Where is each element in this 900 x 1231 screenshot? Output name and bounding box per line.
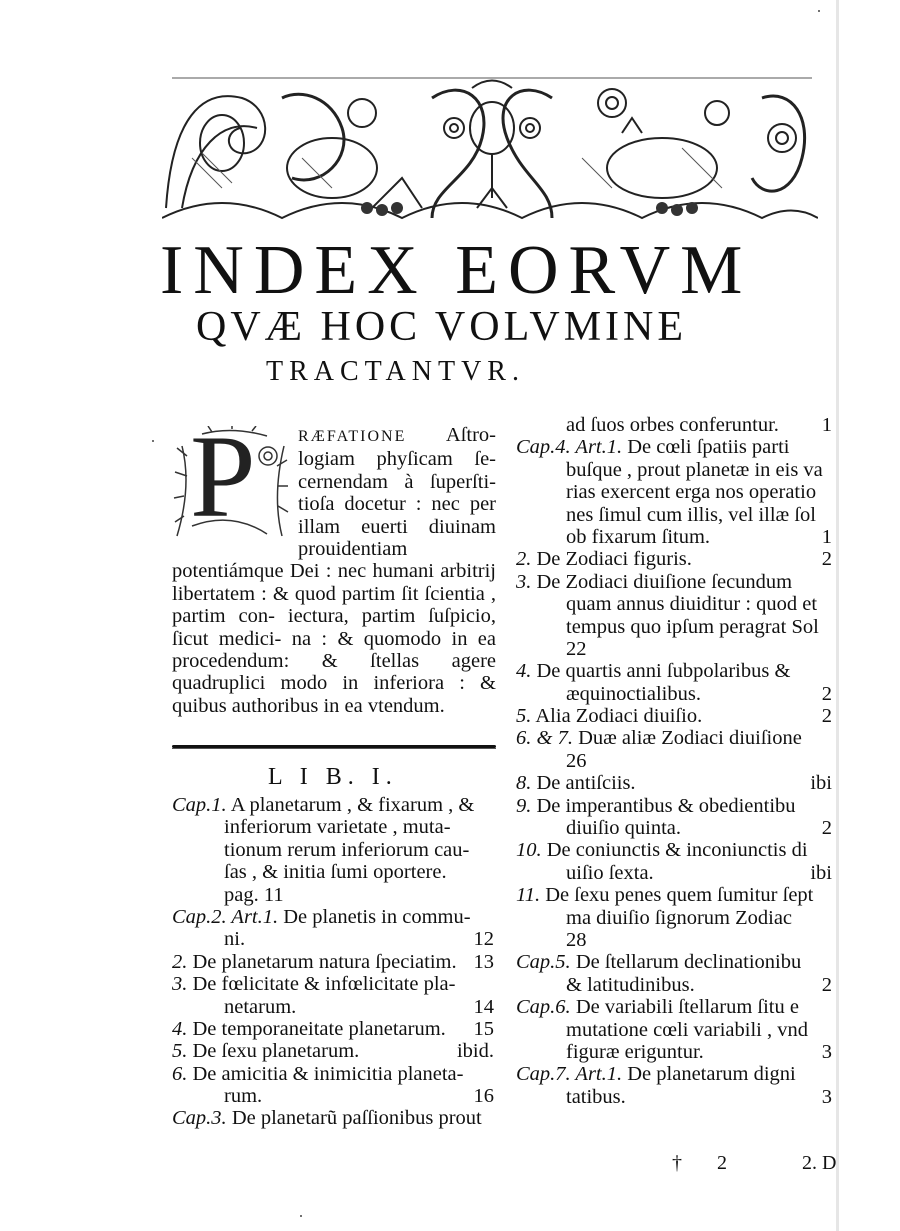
- signature-number: 2: [717, 1152, 727, 1174]
- entry-text: De ſtellarum declinationibu: [575, 951, 802, 974]
- entry-text: tatibus.: [566, 1085, 626, 1108]
- right-index-entries: [516, 414, 836, 1108]
- catchword: 2. D: [802, 1152, 837, 1174]
- entry-text: De planetarum natura ſpeciatim.: [192, 950, 457, 973]
- entry-text: ob fixarum ſitum.: [566, 525, 711, 548]
- index-entry: [172, 1040, 502, 1062]
- entry-text: & latitudinibus.: [566, 973, 695, 996]
- index-entry: [516, 660, 836, 705]
- page-number: 1: [821, 525, 832, 548]
- index-entry: [516, 548, 836, 570]
- entry-label: Cap.4. Art.1.: [516, 436, 623, 459]
- entry-text: Alia Zodiaci diuiſio.: [535, 705, 703, 728]
- page-number: ibi: [810, 772, 832, 795]
- entry-text: A planetarum , & fixarum , &: [230, 794, 475, 816]
- entry-text: De antiſciis.: [536, 772, 636, 795]
- entry-text: nes ſimul cum illis, vel illæ ſol: [566, 503, 816, 526]
- entry-text: De ſexu planetarum.: [192, 1040, 360, 1063]
- index-entry: [516, 1063, 836, 1108]
- entry-label: 4.: [172, 1017, 188, 1040]
- entry-text: De amicitia & inimicitia planeta-: [192, 1062, 464, 1085]
- entry-text: De planetarum digni: [627, 1063, 796, 1086]
- index-entry: [516, 996, 836, 1063]
- page-number: 2: [821, 973, 832, 996]
- index-entry: [516, 951, 836, 996]
- entry-label: 2.: [172, 950, 188, 973]
- entry-text: 26: [566, 749, 587, 772]
- page-number: 1: [821, 414, 832, 436]
- entry-text: De quartis anni ſubpolaribus &: [536, 660, 791, 683]
- entry-label: Cap.3.: [172, 1107, 227, 1130]
- preface-smallcaps: RÆFATIONE: [298, 428, 407, 445]
- index-entry: [516, 727, 836, 772]
- left-index-entries: [172, 794, 502, 1130]
- entry-label: Cap.2. Art.1.: [172, 905, 279, 928]
- index-subtitle-2: TRACTANTVR.: [266, 356, 525, 387]
- index-entry: [516, 772, 836, 794]
- page-number: 13: [473, 950, 494, 973]
- ink-speck: [152, 440, 154, 442]
- index-entry: [516, 571, 836, 661]
- entry-label: 10.: [516, 839, 542, 862]
- index-entry: [516, 884, 836, 951]
- entry-label: 3.: [172, 973, 188, 996]
- entry-label: Cap.5.: [516, 951, 571, 974]
- entry-text: ſas , & initia ſumi oportere.: [224, 861, 447, 884]
- preface-block: [172, 411, 496, 717]
- page-number: 2: [821, 682, 832, 705]
- ink-speck: [300, 1215, 302, 1217]
- entry-text: Duæ aliæ Zodiaci diuiſione: [578, 727, 802, 750]
- signature-mark: †: [672, 1152, 682, 1174]
- index-entry: [516, 795, 836, 840]
- entry-text: diuiſio quinta.: [566, 817, 682, 840]
- entry-text: De temporaneitate planetarum.: [192, 1017, 446, 1040]
- entry-text: De fœlicitate & infœlicitate pla-: [192, 973, 456, 996]
- initial-letter: P: [190, 411, 256, 542]
- index-entry: [172, 1107, 502, 1129]
- entry-text: De coniunctis & inconiunctis di: [546, 839, 808, 862]
- entry-text: De planetis in commu-: [283, 905, 471, 928]
- index-entry: [516, 839, 836, 884]
- index-entry: [172, 951, 502, 973]
- entry-text: De cœli ſpatiis parti: [627, 436, 790, 459]
- page-number: 3: [821, 1040, 832, 1063]
- index-subtitle: QVÆ HOC VOLVMINE: [196, 304, 688, 350]
- page-number: 12: [473, 928, 494, 951]
- entry-text: netarum.: [224, 995, 297, 1018]
- entry-text: 28: [566, 928, 587, 951]
- entry-text: De planetarũ paſſionibus prout: [231, 1107, 482, 1130]
- entry-text: æquinoctialibus.: [566, 682, 701, 705]
- entry-text: rum.: [224, 1085, 263, 1108]
- ink-speck: [818, 10, 820, 12]
- page-number: 15: [473, 1017, 494, 1040]
- page-number: 14: [473, 995, 494, 1018]
- page-number: 2: [821, 817, 832, 840]
- index-entry: [516, 414, 836, 436]
- entry-label: 4.: [516, 660, 532, 683]
- index-entry: [172, 794, 502, 906]
- entry-label: 6.: [172, 1062, 188, 1085]
- entry-text: De ſexu penes quem ſumitur ſept: [545, 884, 814, 907]
- entry-text: tempus quo ipſum peragrat Sol: [566, 615, 819, 638]
- entry-label: 2.: [516, 548, 532, 571]
- entry-text: figuræ eriguntur.: [566, 1040, 704, 1063]
- entry-text: tionum rerum inferiorum cau-: [224, 838, 470, 861]
- index-entry: [516, 705, 836, 727]
- index-entry: [172, 1063, 502, 1108]
- headpiece-ornament-icon: [162, 58, 818, 224]
- entry-text: ad ſuos orbes conferuntur.: [566, 414, 779, 436]
- index-entry: [516, 436, 836, 548]
- entry-text: uiſio ſexta.: [566, 861, 654, 884]
- entry-label: 5.: [172, 1040, 188, 1063]
- page-number: 3: [821, 1085, 832, 1108]
- entry-text: quam annus diuiditur : quod et: [566, 593, 818, 616]
- entry-label: 3.: [516, 570, 532, 593]
- entry-label: 8.: [516, 772, 532, 795]
- index-title: INDEX EORVM: [160, 232, 753, 309]
- entry-text: De variabili ſtellarum ſitu e: [575, 996, 799, 1019]
- index-entry: [172, 973, 502, 1018]
- page-footer: [672, 1152, 836, 1175]
- index-entry: [172, 1018, 502, 1040]
- entry-label: 11.: [516, 884, 541, 907]
- entry-label: Cap.1.: [172, 794, 227, 816]
- entry-text: mutatione cœli variabili , vnd: [566, 1018, 808, 1041]
- page-edge: [836, 0, 839, 1231]
- entry-text: 22: [566, 637, 587, 660]
- woodcut-headpiece: [162, 58, 818, 224]
- entry-text: inferiorum varietate , muta-: [224, 816, 451, 839]
- entry-text: De Zodiaci figuris.: [536, 548, 692, 571]
- preface-text: RÆFATIONE Aſtro- logiam phyſicam ſe- cernendam à ſuperſti- tioſa docetur : nec per illam euerti diuinam prouidentiam potentiámque Dei : nec humani arbitrij libertatem : & quod partim ſit ſcientia , partim con- iectura, partim ſuſpicio, ſicut medici- na : & quomodo in ea procedendum: & ſtellas agere quadruplici modo in inferiora : & quibus authoribus in ea vtendum.: [172, 424, 496, 717]
- entry-label: 5.: [516, 705, 532, 728]
- entry-label: Cap.6.: [516, 996, 571, 1019]
- book-heading: L I B. I.: [268, 764, 398, 790]
- entry-text: buſque , prout planetæ in eis va: [566, 458, 823, 481]
- entry-text: De Zodiaci diuiſione ſecundum: [536, 570, 793, 593]
- section-divider: [172, 745, 496, 748]
- entry-text: pag. 11: [224, 883, 284, 906]
- page-number: 2: [821, 705, 832, 728]
- entry-label: Cap.7. Art.1.: [516, 1063, 623, 1086]
- entry-label: 9.: [516, 794, 532, 817]
- index-entry: [172, 906, 502, 951]
- page-number: ibid.: [456, 1040, 494, 1063]
- page-number: 16: [473, 1085, 494, 1108]
- entry-text: rias exercent erga nos operatio: [566, 481, 817, 504]
- entry-text: ma diuiſio ſignorum Zodiac: [566, 906, 793, 929]
- entry-label: 6. & 7.: [516, 727, 573, 750]
- entry-text: ni.: [224, 928, 246, 951]
- page-number: ibi: [810, 861, 832, 884]
- page-number: 2: [821, 548, 832, 571]
- entry-text: De imperantibus & obedientibu: [536, 794, 796, 817]
